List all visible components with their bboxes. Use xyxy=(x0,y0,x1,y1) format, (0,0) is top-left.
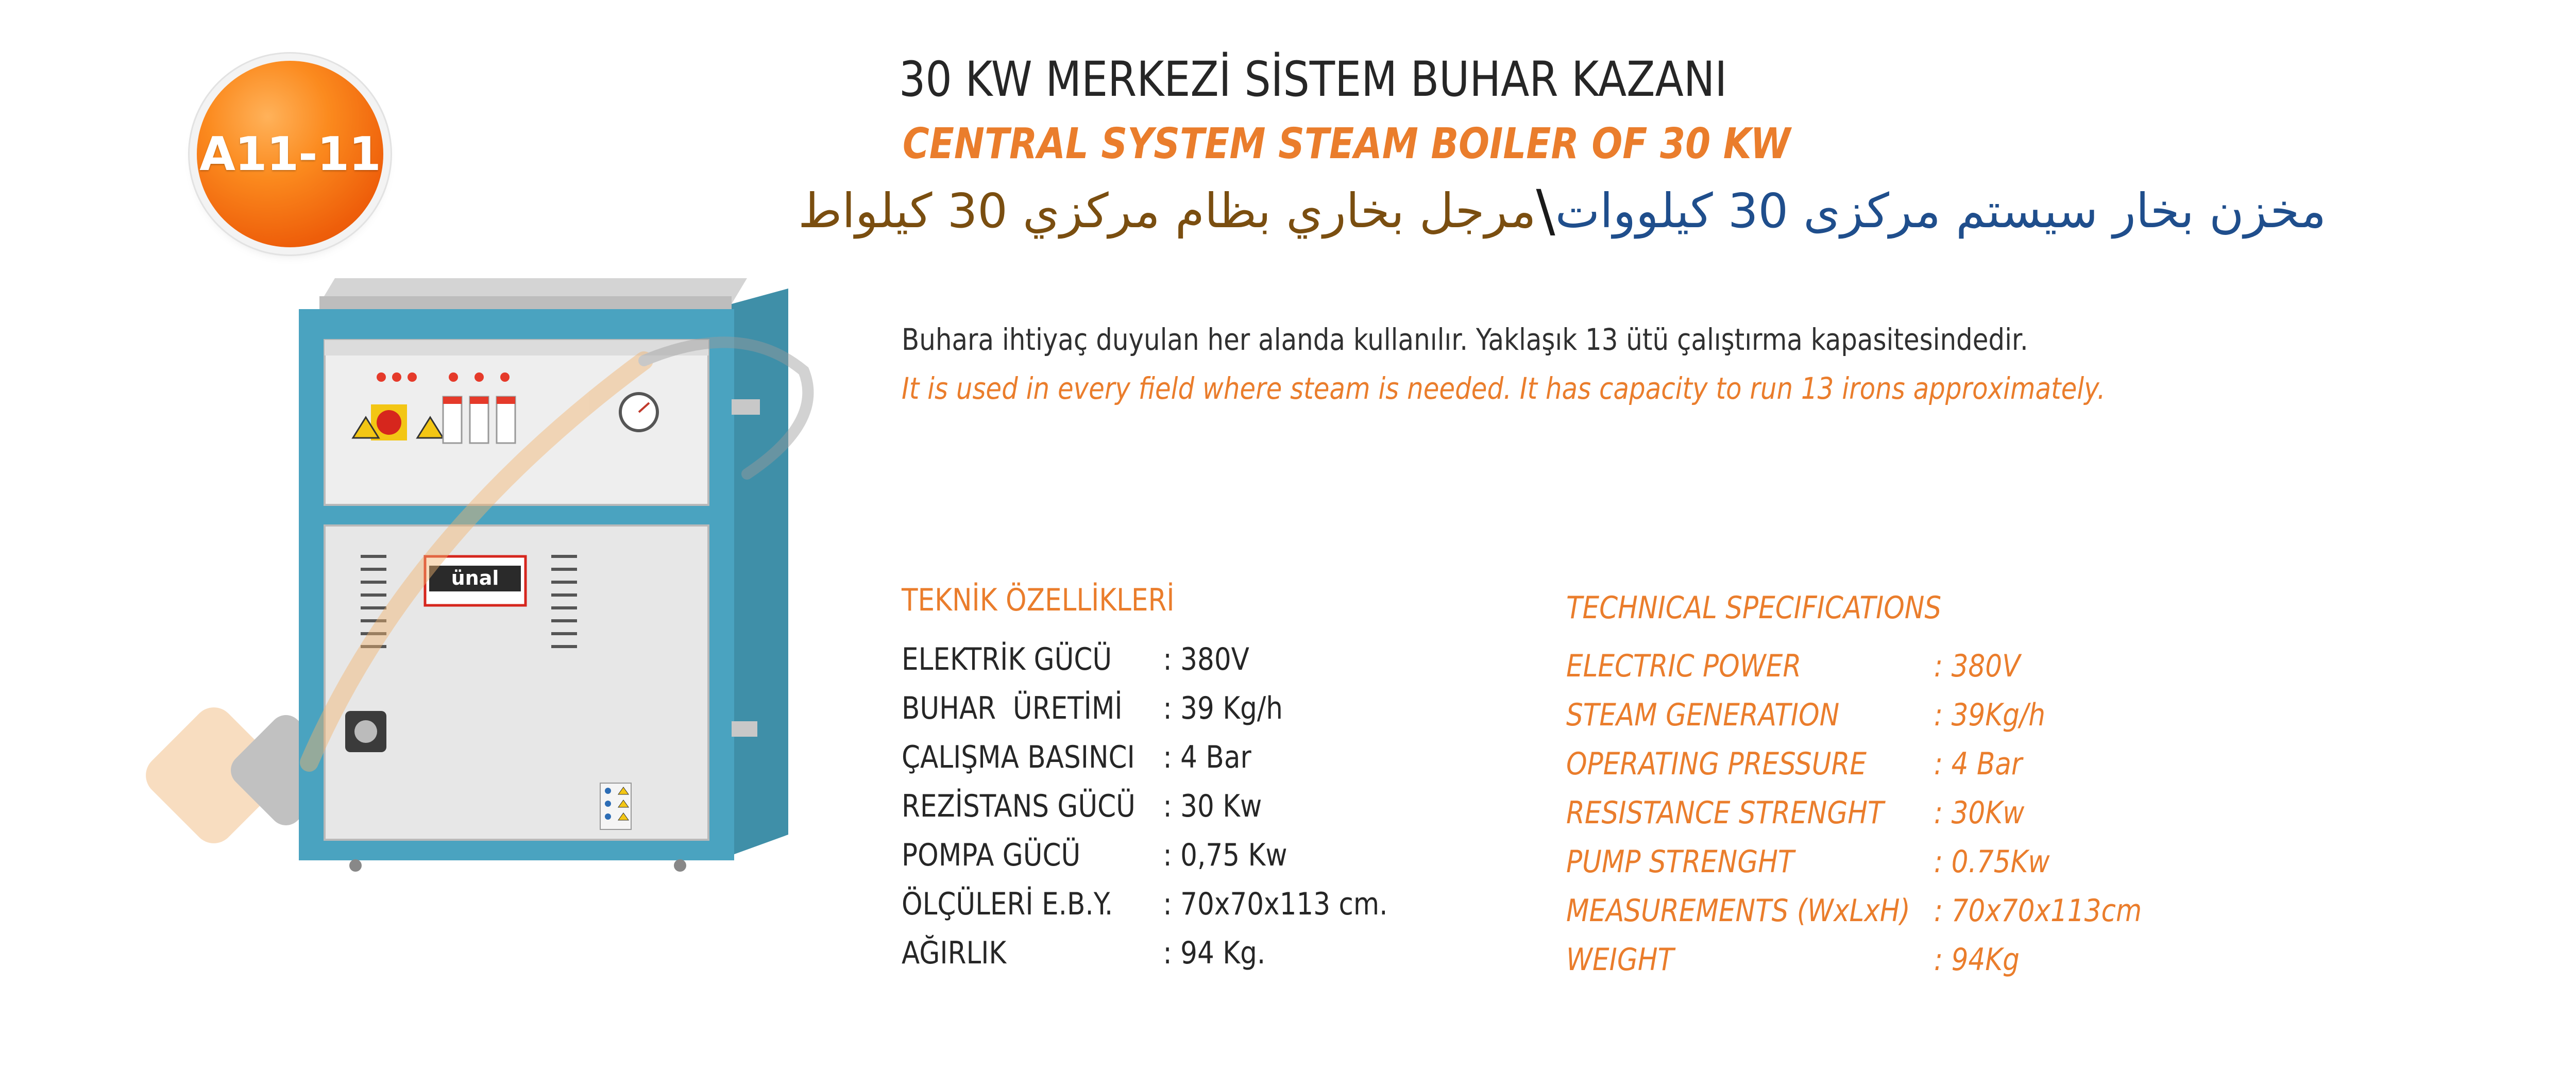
spec-label: STEAM GENERATION xyxy=(1566,697,1840,733)
spec-row xyxy=(1566,739,2142,788)
spec-table-english xyxy=(1566,641,2142,984)
spec-value: : 39 Kg/h xyxy=(1163,690,1283,726)
description-turkish: Buhara ihtiyaç duyulan her alanda kullanılır. Yaklaşık 13 ütü çalıştırma kapasitesindedir. xyxy=(902,322,2028,357)
product-image xyxy=(139,268,845,881)
spec-label: AĞIRLIK xyxy=(902,935,1007,971)
spec-label: PUMP STRENGHT xyxy=(1566,843,1794,880)
title-arabic: مرجل بخاري بظام مركزي 30 كيلواط xyxy=(798,183,1536,239)
spec-row xyxy=(902,928,1388,977)
spec-row xyxy=(1566,690,2142,739)
spec-row xyxy=(1566,935,2142,984)
title-english: CENTRAL SYSTEM STEAM BOILER OF 30 KW xyxy=(903,120,1791,168)
spec-label: REZİSTANS GÜCÜ xyxy=(902,788,1136,824)
spec-label: BUHAR ÜRETİMİ xyxy=(902,690,1123,726)
spec-value: : 94Kg xyxy=(1934,941,2020,978)
spec-row xyxy=(902,684,1388,733)
product-code: A11-11 xyxy=(199,127,381,181)
spec-value: : 39Kg/h xyxy=(1934,697,2045,733)
spec-value: : 4 Bar xyxy=(1934,745,2023,782)
spec-label: OPERATING PRESSURE xyxy=(1566,745,1867,782)
spec-value: : 0,75 Kw xyxy=(1163,837,1287,873)
spec-label: ÖLÇÜLERİ E.B.Y. xyxy=(902,886,1113,922)
spec-value: : 30 Kw xyxy=(1163,788,1262,824)
spec-value: : 4 Bar xyxy=(1163,739,1251,775)
spec-heading-turkish: TEKNİK ÖZELLİKLERİ xyxy=(902,582,1175,618)
svg-text:ünal: ünal xyxy=(451,567,499,589)
spec-value: : 380V xyxy=(1163,641,1249,677)
spec-heading-english: TECHNICAL SPECIFICATIONS xyxy=(1566,590,1942,626)
spec-value: : 94 Kg. xyxy=(1163,935,1266,971)
spec-label: WEIGHT xyxy=(1566,941,1674,978)
spec-row xyxy=(1566,886,2142,935)
spec-row xyxy=(1566,788,2142,837)
spec-label: ÇALIŞMA BASINCI xyxy=(902,739,1135,775)
spec-row xyxy=(1566,837,2142,886)
spec-label: MEASUREMENTS (WxLxH) xyxy=(1566,892,1910,929)
spec-value: : 0.75Kw xyxy=(1934,843,2050,880)
spec-row xyxy=(902,733,1388,782)
spec-row xyxy=(902,879,1388,928)
title-turkish: 30 KW MERKEZİ SİSTEM BUHAR KAZANI xyxy=(899,52,1727,108)
spec-row xyxy=(902,635,1388,684)
spec-label: POMPA GÜCÜ xyxy=(902,837,1081,873)
spec-label: ELECTRIC POWER xyxy=(1566,648,1802,684)
description-english: It is used in every field where steam is needed. It has capacity to run 13 irons approximately. xyxy=(902,371,2106,406)
title-separator: \ xyxy=(1536,178,1555,244)
spec-value: : 380V xyxy=(1934,648,2021,684)
spec-value: : 30Kw xyxy=(1934,794,2025,831)
title-arabic-persian xyxy=(798,178,2326,244)
steam-boiler-illustration xyxy=(299,278,788,872)
spec-row xyxy=(1566,641,2142,690)
product-code-badge xyxy=(197,61,383,247)
spec-value: : 70x70x113cm xyxy=(1934,892,2142,929)
spec-table-turkish xyxy=(902,635,1388,977)
spec-row xyxy=(902,782,1388,830)
title-persian: مخزن بخار سیستم مرکزی 30 کیلووات xyxy=(1555,183,2326,239)
spec-label: ELEKTRİK GÜCÜ xyxy=(902,641,1112,677)
spec-row xyxy=(902,830,1388,879)
spec-value: : 70x70x113 cm. xyxy=(1163,886,1388,922)
spec-label: RESISTANCE STRENGHT xyxy=(1566,794,1884,831)
